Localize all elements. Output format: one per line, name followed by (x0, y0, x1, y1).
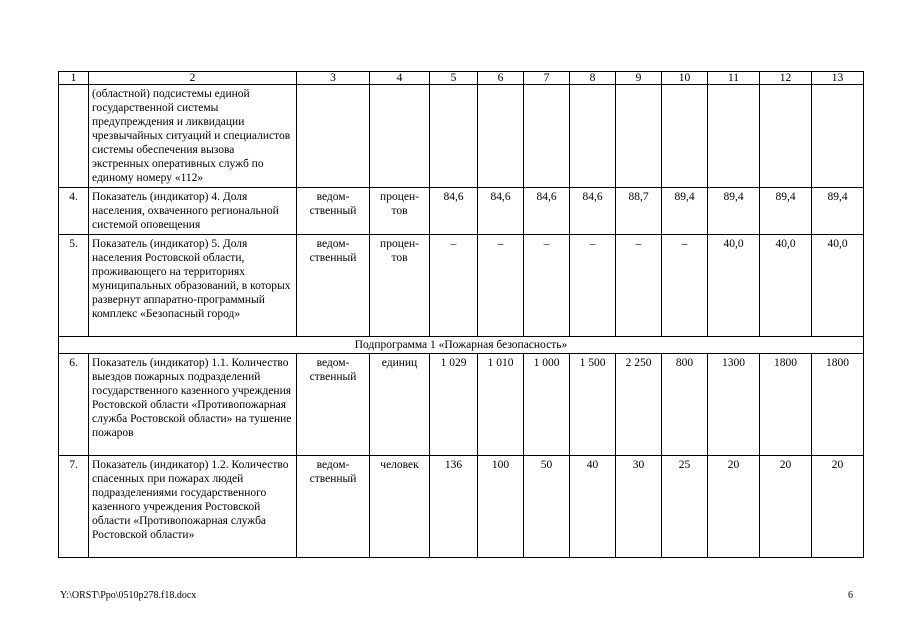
header-cell: 9 (616, 72, 662, 85)
table-row (59, 85, 864, 188)
indicator-type-cell: ведом-ственный (297, 188, 370, 235)
header-cell: 3 (297, 72, 370, 85)
value-cell: 2 250 (616, 354, 662, 456)
header-cell: 6 (478, 72, 524, 85)
unit-cell: процен-тов (370, 188, 430, 235)
row-number-cell: 5. (59, 235, 89, 337)
indicators-table (58, 71, 864, 558)
footer-file-path: Y:\ORST\Ppo\0510p278.f18.docx (60, 590, 197, 601)
indicator-type-cell: ведом-ственный (297, 354, 370, 456)
header-cell: 4 (370, 72, 430, 85)
subprogram-row (59, 337, 864, 354)
value-cell (478, 85, 524, 188)
value-cell: 1800 (812, 354, 864, 456)
value-cell: – (478, 235, 524, 337)
header-cell: 5 (430, 72, 478, 85)
value-cell: 30 (616, 456, 662, 558)
table-row (59, 188, 864, 235)
value-cell: – (616, 235, 662, 337)
value-cell: – (430, 235, 478, 337)
value-cell: 1 000 (524, 354, 570, 456)
value-cell: 20 (760, 456, 812, 558)
value-cell: 100 (478, 456, 524, 558)
unit-cell: единиц (370, 354, 430, 456)
value-cell: 84,6 (570, 188, 616, 235)
value-cell: 89,4 (708, 188, 760, 235)
value-cell (760, 85, 812, 188)
value-cell: 84,6 (430, 188, 478, 235)
table-header-row (59, 72, 864, 85)
value-cell: 25 (662, 456, 708, 558)
value-cell: – (662, 235, 708, 337)
value-cell: 1 010 (478, 354, 524, 456)
unit-cell (370, 85, 430, 188)
header-cell: 12 (760, 72, 812, 85)
value-cell (708, 85, 760, 188)
table-row (59, 456, 864, 558)
value-cell (524, 85, 570, 188)
unit-cell: процен-тов (370, 235, 430, 337)
value-cell: 89,4 (662, 188, 708, 235)
value-cell: 136 (430, 456, 478, 558)
indicator-type-cell: ведом-ственный (297, 456, 370, 558)
value-cell (616, 85, 662, 188)
unit-cell: человек (370, 456, 430, 558)
value-cell: 89,4 (760, 188, 812, 235)
row-number-cell: 4. (59, 188, 89, 235)
value-cell: 40,0 (812, 235, 864, 337)
indicator-name-cell: Показатель (индикатор) 4. Доля населения, охваченного региональной системой оповещения (89, 188, 297, 235)
indicator-name-cell: Показатель (индикатор) 5. Доля населения Ростовской области, проживающего на территориях муниципальных образований, в которых развернут аппаратно-программный комплекс «Безопасный город» (89, 235, 297, 337)
row-number-cell: 7. (59, 456, 89, 558)
value-cell: 89,4 (812, 188, 864, 235)
row-number-cell (59, 85, 89, 188)
value-cell: 40 (570, 456, 616, 558)
header-cell: 10 (662, 72, 708, 85)
value-cell: 1300 (708, 354, 760, 456)
value-cell (430, 85, 478, 188)
value-cell: 84,6 (478, 188, 524, 235)
header-cell: 1 (59, 72, 89, 85)
header-cell: 7 (524, 72, 570, 85)
value-cell (812, 85, 864, 188)
value-cell: 800 (662, 354, 708, 456)
indicator-type-cell (297, 85, 370, 188)
value-cell (662, 85, 708, 188)
subprogram-title: Подпрограмма 1 «Пожарная безопасность» (59, 337, 864, 354)
indicator-type-cell: ведом-ственный (297, 235, 370, 337)
value-cell: – (570, 235, 616, 337)
value-cell (570, 85, 616, 188)
value-cell: 1 500 (570, 354, 616, 456)
row-number-cell: 6. (59, 354, 89, 456)
value-cell: 50 (524, 456, 570, 558)
value-cell: 40,0 (708, 235, 760, 337)
value-cell: 40,0 (760, 235, 812, 337)
page-number: 6 (848, 590, 853, 601)
indicator-name-cell: (областной) подсистемы единой государственной системы предупреждения и ликвидации чрезвычайных ситуаций и специалистов системы обеспечения вызова экстренных оперативных служб по единому номеру «112» (89, 85, 297, 188)
value-cell: 84,6 (524, 188, 570, 235)
value-cell: 1 029 (430, 354, 478, 456)
header-cell: 13 (812, 72, 864, 85)
value-cell: 88,7 (616, 188, 662, 235)
table-row (59, 354, 864, 456)
value-cell: – (524, 235, 570, 337)
table-row (59, 235, 864, 337)
header-cell: 11 (708, 72, 760, 85)
header-cell: 2 (89, 72, 297, 85)
value-cell: 20 (708, 456, 760, 558)
header-cell: 8 (570, 72, 616, 85)
value-cell: 20 (812, 456, 864, 558)
value-cell: 1800 (760, 354, 812, 456)
indicator-name-cell: Показатель (индикатор) 1.1. Количество выездов пожарных подразделений государственного казенного учреждения Ростовской области «Противопожарная служба Ростовской области» на тушение пожаров (89, 354, 297, 456)
indicator-name-cell: Показатель (индикатор) 1.2. Количество спасенных при пожарах людей подразделениями государственного казенного учреждения Ростовской области «Противопожарная служба Ростовской области» (89, 456, 297, 558)
